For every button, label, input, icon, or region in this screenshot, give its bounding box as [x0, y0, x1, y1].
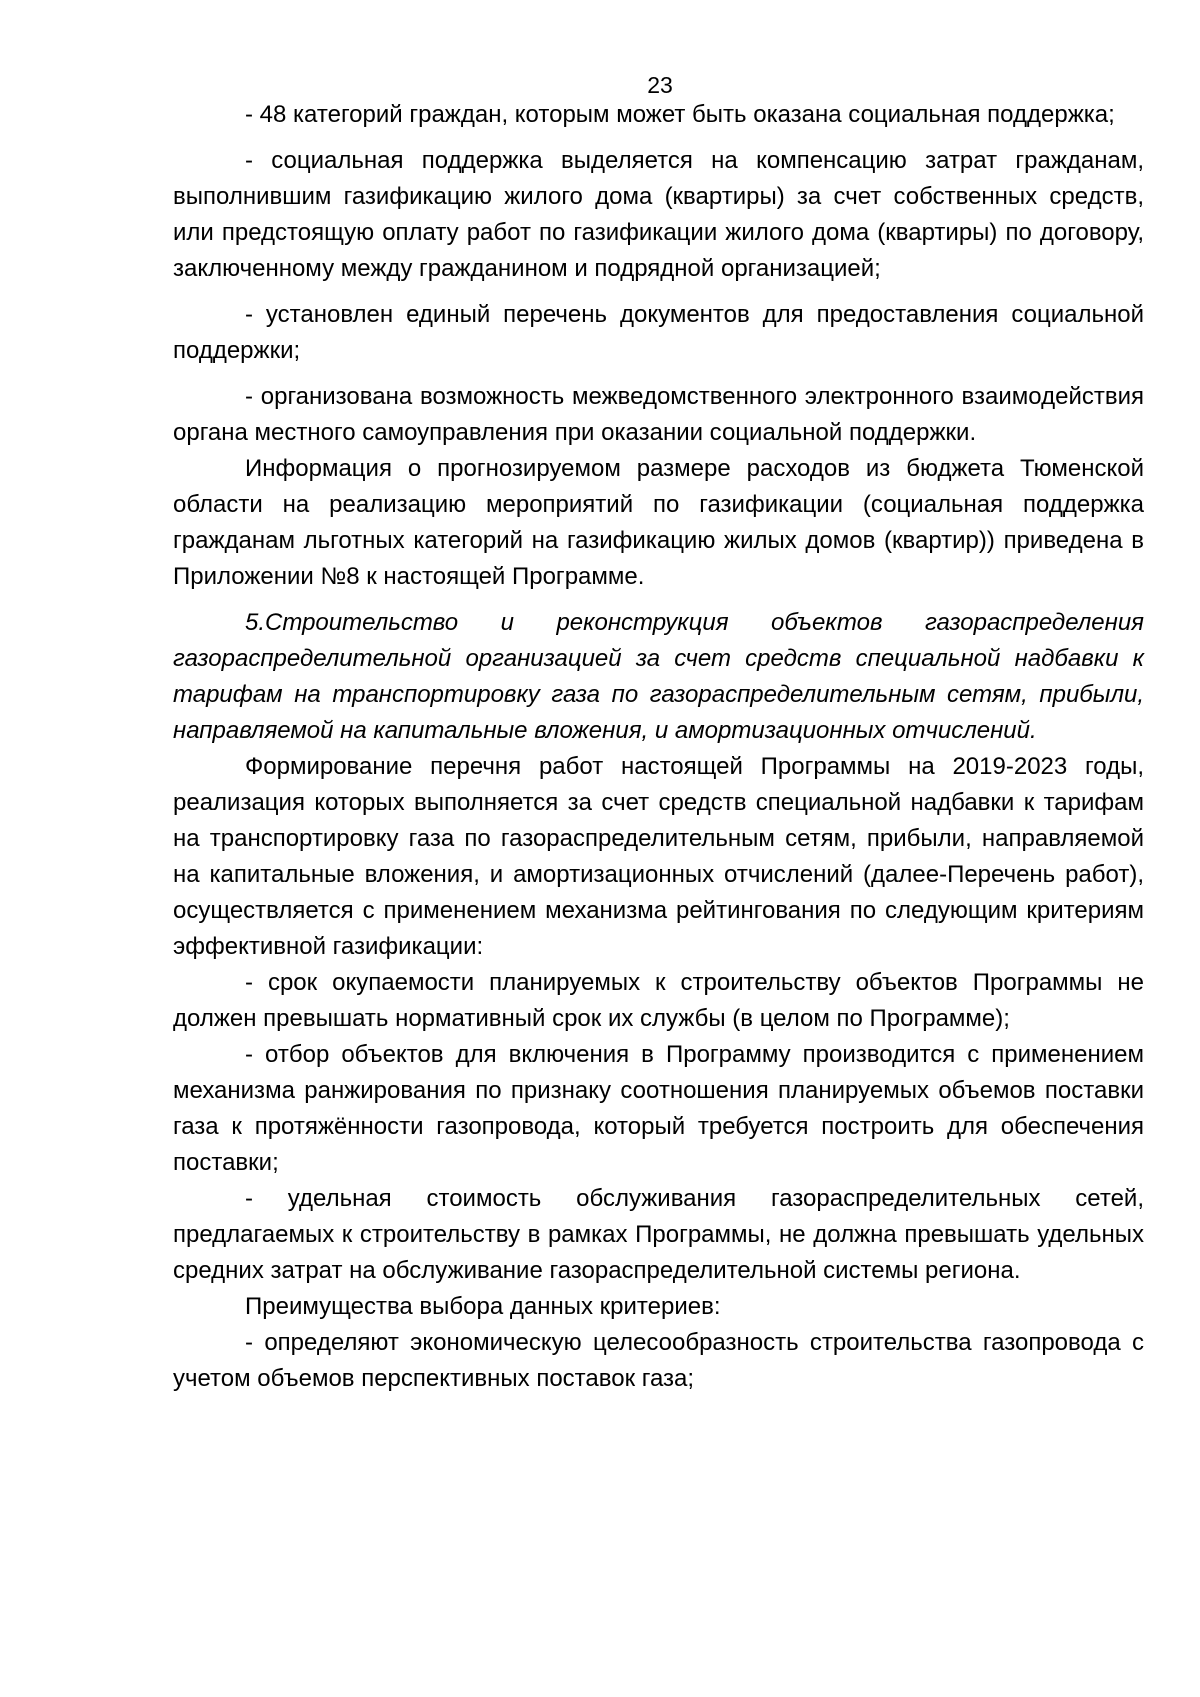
paragraph-budget-info: Информация о прогнозируемом размере расходов из бюджета Тюменской области на реализацию мероприятий по газификации (социальная поддержка гражданам льготных категорий на газификацию жилых домов (квартир)) приведена в Приложении №8 к настоящей Программе.: [173, 455, 1144, 590]
paragraph-cost-criterion: - удельная стоимость обслуживания газораспределительных сетей, предлагаемых к строительству в рамках Программы, не должна превышать удельных средних затрат на обслуживание газораспределительной системы региона.: [173, 1185, 1144, 1284]
paragraph-electronic-interaction: - организована возможность межведомственного электронного взаимодействия органа местного самоуправления при оказании социальной поддержки.: [173, 383, 1144, 446]
document-body: [173, 97, 1144, 1397]
section-heading-construction: 5.Строительство и реконструкция объектов газораспределения газораспределительной организацией за счет средств специальной надбавки к тарифам на транспортировку газа по газораспределительным сетям, прибыли, направляемой на капитальные вложения, и амортизационных отчислений.: [173, 609, 1144, 744]
paragraph-compensation: - социальная поддержка выделяется на компенсацию затрат гражданам, выполнившим газификацию жилого дома (квартиры) за счет собственных средств, или предстоящую оплату работ по газификации жилого дома (квартиры) по договору, заключенному между гражданином и подрядной организацией;: [173, 147, 1144, 282]
paragraph-documents-list: - установлен единый перечень документов для предоставления социальной поддержки;: [173, 301, 1144, 364]
page-number: 23: [647, 72, 673, 98]
paragraph-categories: - 48 категорий граждан, которым может быть оказана социальная поддержка;: [245, 101, 1115, 128]
paragraph-works-list: Формирование перечня работ настоящей Программы на 2019-2023 годы, реализация которых выполняется за счет средств специальной надбавки к тарифам на транспортировку газа по газораспределительным сетям, прибыли, направляемой на капитальные вложения, и амортизационных отчислений (далее-Перечень работ), осуществляется с применением механизма рейтингования по следующим критериям эффективной газификации:: [173, 753, 1144, 960]
paragraph-advantage-economic: - определяют экономическую целесообразность строительства газопровода с учетом объемов перспективных поставок газа;: [173, 1329, 1144, 1392]
paragraph-payback-criterion: - срок окупаемости планируемых к строительству объектов Программы не должен превышать нормативный срок их службы (в целом по Программе);: [173, 969, 1144, 1032]
paragraph-selection-criterion: - отбор объектов для включения в Программу производится с применением механизма ранжирования по признаку соотношения планируемых объемов поставки газа к протяжённости газопровода, который требуется построить для обеспечения поставки;: [173, 1041, 1144, 1176]
paragraph-advantages-heading: Преимущества выбора данных критериев:: [245, 1293, 721, 1320]
